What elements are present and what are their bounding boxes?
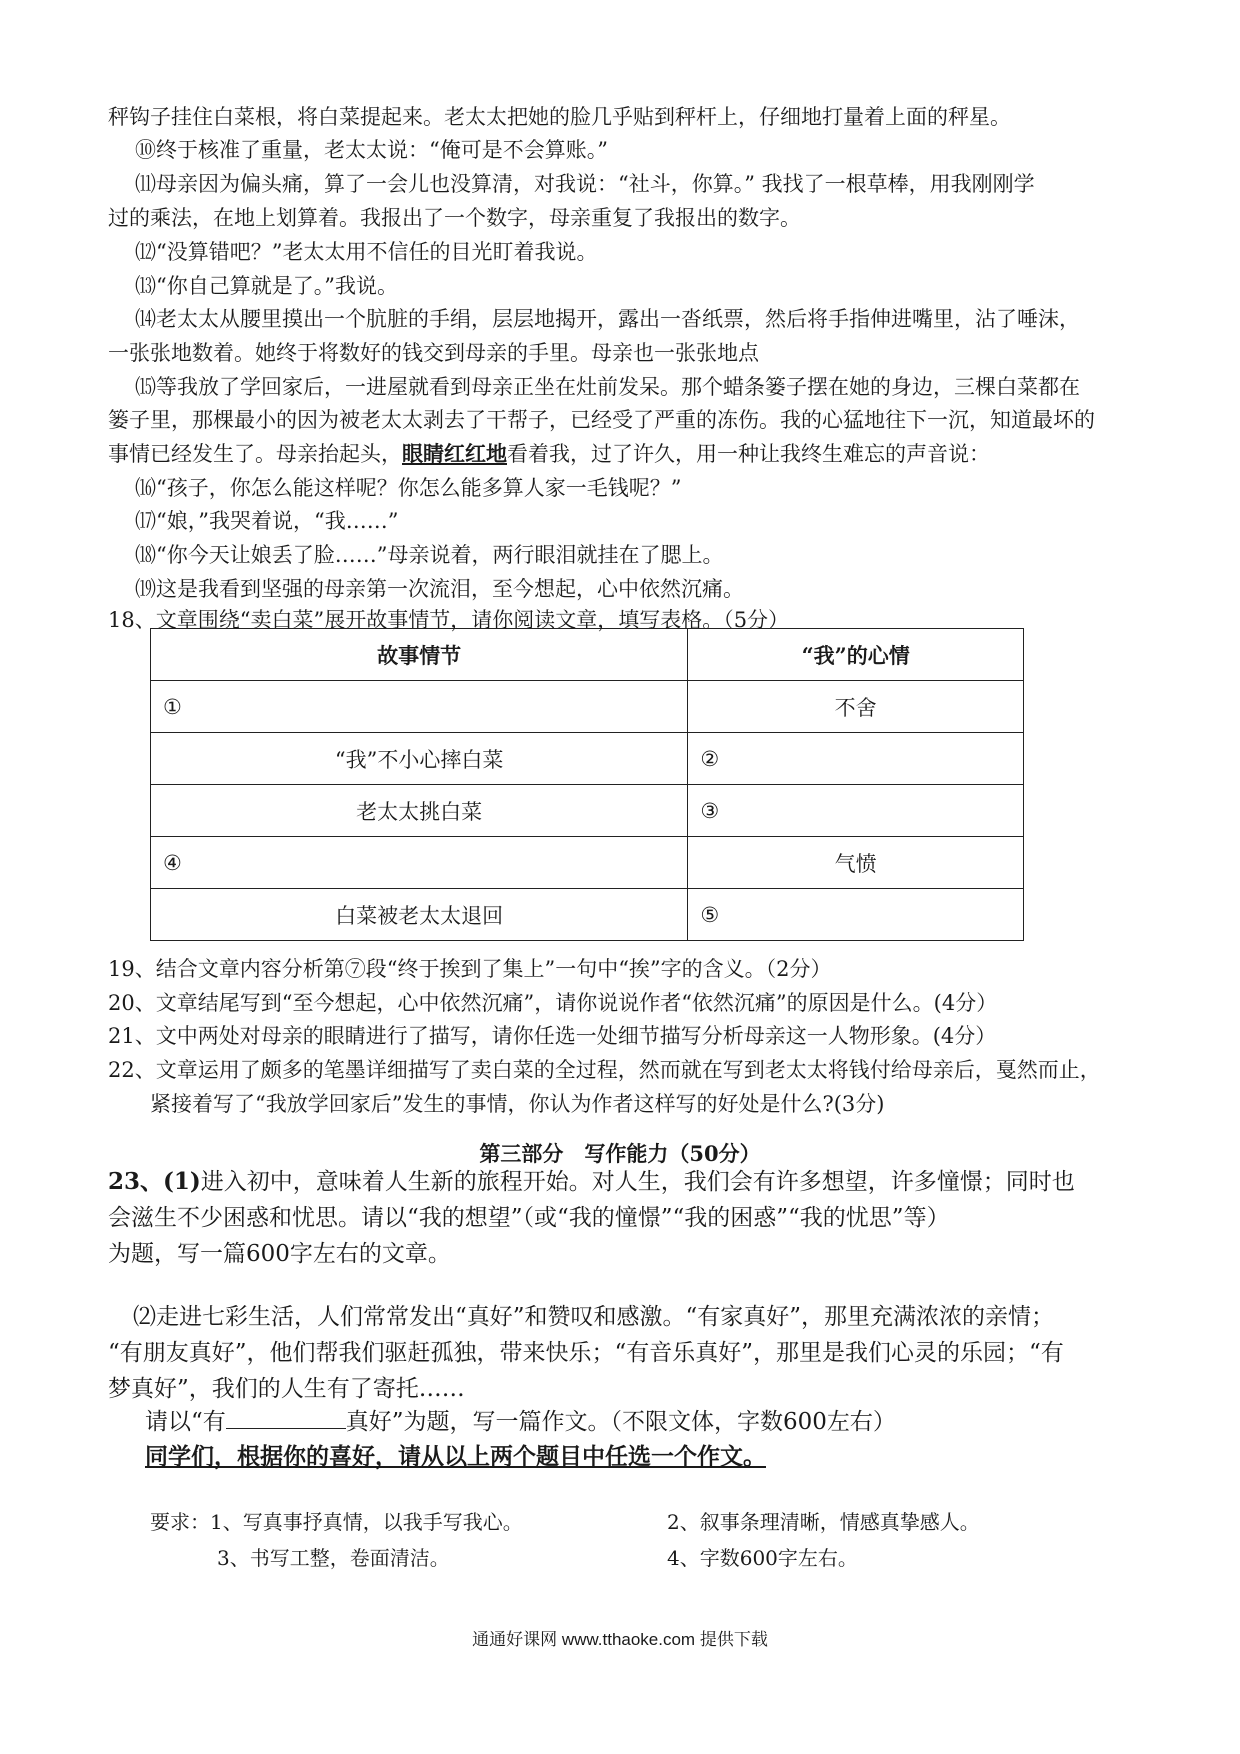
- passage-text: 看着我，过了许久，用一种让我终生难忘的声音说：: [507, 442, 990, 466]
- paragraph-14: ⒁老太太从腰里摸出一个肮脏的手绢，层层地揭开，露出一沓纸票，然后将手指伸进嘴里，沾了唾沫，: [135, 307, 1080, 331]
- question-21: 21、文中两处对母亲的眼睛进行了描写，请你任选一处细节描写分析母亲这一人物形象。(4分）: [108, 1024, 997, 1048]
- plot-emotion-table: [150, 628, 1024, 941]
- prompt-text: 请以“有: [145, 1409, 226, 1435]
- table-row: [151, 889, 1024, 941]
- writing-prompt-2: ⑵走进七彩生活，人们常常发出“真好”和赞叹和感激。“有家真好”，那里充满浓浓的亲情；: [133, 1304, 1055, 1330]
- table-cell: 不舍: [688, 681, 1024, 733]
- requirement-3: 3、书写工整，卷面清洁。: [217, 1546, 450, 1570]
- table-cell[interactable]: ②: [688, 733, 1024, 785]
- paragraph-10: ⑩终于核准了重量，老太太说：“俺可是不会算账。”: [135, 138, 608, 162]
- requirement-4: 4、字数600字左右。: [667, 1546, 858, 1570]
- paragraph-12: ⑿“没算错吧？”老太太用不信任的目光盯着我说。: [135, 240, 598, 264]
- paragraph-17: ⒄“娘，”我哭着说，“我……”: [135, 509, 399, 533]
- writing-prompt-2-line: 梦真好”，我们的人生有了寄托……: [108, 1376, 465, 1402]
- table-row: [151, 785, 1024, 837]
- question-number: 23、(1): [108, 1168, 201, 1195]
- table-row: [151, 837, 1024, 889]
- passage-line: 过的乘法，在地上划算着。我报出了一个数字，母亲重复了我报出的数字。: [108, 206, 801, 230]
- question-19: 19、结合文章内容分析第⑦段“终于挨到了集上”一句中“挨”字的含义。（2分）: [108, 957, 832, 981]
- paragraph-13: ⒀“你自己算就是了。”我说。: [135, 274, 398, 298]
- table-row: [151, 681, 1024, 733]
- fill-in-blank[interactable]: [226, 1404, 346, 1429]
- prompt-text: 进入初中，意味着人生新的旅程开始。对人生，我们会有许多想望，许多憧憬；同时也: [200, 1169, 1075, 1195]
- table-cell[interactable]: ④: [151, 837, 688, 889]
- column-header-mood: “我”的心情: [688, 629, 1024, 681]
- requirement-2: 2、叙事条理清晰，情感真挚感人。: [667, 1510, 980, 1534]
- table-row: [151, 733, 1024, 785]
- paragraph-19: ⒆这是我看到坚强的母亲第一次流泪，至今想起，心中依然沉痛。: [135, 577, 744, 601]
- question-20: 20、文章结尾写到“至今想起，心中依然沉痛”，请你说说作者“依然沉痛”的原因是什么。(4分）: [108, 991, 998, 1015]
- section-title: 第三部分 写作能力（50分）: [479, 1141, 761, 1166]
- choose-instruction: 同学们，根据你的喜好，请从以上两个题目中任选一个作文。: [145, 1443, 766, 1470]
- table-header-row: [151, 629, 1024, 681]
- paragraph-16: ⒃“孩子，你怎么能这样呢？你怎么能多算人家一毛钱呢？”: [135, 476, 682, 500]
- paragraph-18: ⒅“你今天让娘丢了脸……”母亲说着，两行眼泪就挂在了腮上。: [135, 543, 724, 567]
- passage-line: 一张张地数着。她终于将数好的钱交到母亲的手里。母亲也一张张地点: [108, 341, 759, 365]
- requirement-1: 要求：1、写真事抒真情，以我手写我心。: [150, 1510, 523, 1534]
- prompt-text: 真好”为题，写一篇作文。（不限文体，字数600左右）: [345, 1409, 896, 1435]
- writing-prompt-1-line: 为题，写一篇600字左右的文章。: [108, 1241, 451, 1267]
- table-cell[interactable]: ③: [688, 785, 1024, 837]
- passage-line: 篓子里，那棵最小的因为被老太太剥去了干帮子，已经受了严重的冻伤。我的心猛地往下一沉，知道最坏的: [108, 408, 1095, 432]
- table-cell: 白菜被老太太退回: [151, 889, 688, 941]
- passage-line: [108, 438, 990, 470]
- paragraph-11: ⑾母亲因为偏头痛，算了一会儿也没算清，对我说：“社斗，你算。” 我找了一根草棒，用我刚刚学: [135, 172, 1035, 196]
- passage-line: 秤钩子挂住白菜根，将白菜提起来。老太太把她的脸几乎贴到秤杆上，仔细地打量着上面的秤星。: [108, 105, 1011, 129]
- question-18: 18、文章围绕“卖白菜”展开故事情节，请你阅读文章，填写表格。（5分）: [108, 608, 790, 632]
- table-cell: 气愤: [688, 837, 1024, 889]
- column-header-plot: 故事情节: [151, 629, 688, 681]
- question-22: 22、文章运用了颇多的笔墨详细描写了卖白菜的全过程，然而就在写到老太太将钱付给母亲后，戛然而止，: [108, 1058, 1101, 1082]
- table-cell[interactable]: ①: [151, 681, 688, 733]
- question-22-cont: 紧接着写了“我放学回家后”发生的事情，你认为作者这样写的好处是什么?(3分): [150, 1092, 885, 1116]
- writing-prompt-2-title: [145, 1403, 896, 1441]
- table-cell: 老太太挑白菜: [151, 785, 688, 837]
- highlighted-phrase: 眼睛红红地: [402, 441, 507, 466]
- passage-text: 事情已经发生了。母亲抬起头，: [108, 442, 402, 466]
- writing-prompt-1: [108, 1163, 1075, 1201]
- paragraph-15: ⒂等我放了学回家后，一进屋就看到母亲正坐在灶前发呆。那个蜡条篓子摆在她的身边，三棵白菜都在: [135, 375, 1080, 399]
- table-cell: “我”不小心摔白菜: [151, 733, 688, 785]
- table-cell[interactable]: ⑤: [688, 889, 1024, 941]
- writing-prompt-1-line: 会滋生不少困惑和忧思。请以“我的想望”（或“我的憧憬”“我的困惑”“我的忧思”等）: [108, 1205, 950, 1231]
- footer-credit: 通通好课网 www.tthaoke.com 提供下载: [472, 1630, 768, 1649]
- writing-prompt-2-line: “有朋友真好”，他们帮我们驱赶孤独，带来快乐；“有音乐真好”，那里是我们心灵的乐园；“有: [108, 1340, 1064, 1366]
